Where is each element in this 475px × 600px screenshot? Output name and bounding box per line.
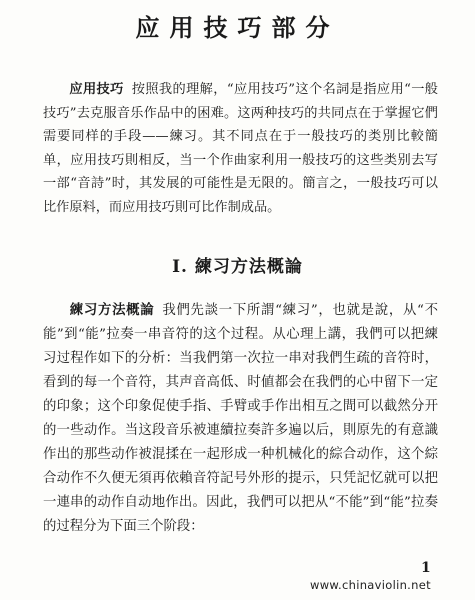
watermark: www.chinaviolin.net — [310, 578, 431, 592]
page-title: 应用技巧部分 — [135, 13, 340, 42]
section-term: 練习方法概論 — [69, 302, 155, 318]
intro-term: 应用技巧 — [69, 82, 124, 97]
section-paragraph — [43, 298, 438, 539]
section-heading: I. 練习方法概論 — [172, 257, 303, 277]
section-text: 我們先談一下所謂“練习”，也就是說，从“不能”到“能”拉奏一串音符的这个过程。从心理上講，我們可以把練习过程作如下的分析：当我們第一次拉一串对我們生疏的音符时，看到的每一个音符，其声音高低、时値都会在我們的心中留下一定的印象；这个印象促使手指、手臂或手作出相互之間可以截然分开的一些动作。当这段音乐被連續拉奏許多遍以后，則原先的有意識作出的那些动作被混揉在一起形成一种机械化的綜合动作，这个綜合动作不久便无須再依賴音符記号外形的提示，只凭記忆就可以把一連串的动作自动地作出。因此，我們可以把从“不能”到“能”拉奏的过程分为下面三个阶段： — [43, 303, 438, 534]
intro-text: 按照我的理解，“应用技巧”这个名詞是指应用“一般技巧”去克服音乐作品中的困难。这两种技巧的共同点在于掌握它們需要同样的手段——練习。其不同点在于一般技巧的类別比較簡单，应用技巧則相反，当一个作曲家利用一般技巧的这些类别去写一部“音詩”时，其发展的可能性是无限的。簡言之，一般技巧可以比作原料，而应用技巧則可比作制成品。 — [43, 82, 438, 215]
page-number: 1 — [421, 560, 431, 576]
intro-paragraph — [43, 78, 438, 219]
